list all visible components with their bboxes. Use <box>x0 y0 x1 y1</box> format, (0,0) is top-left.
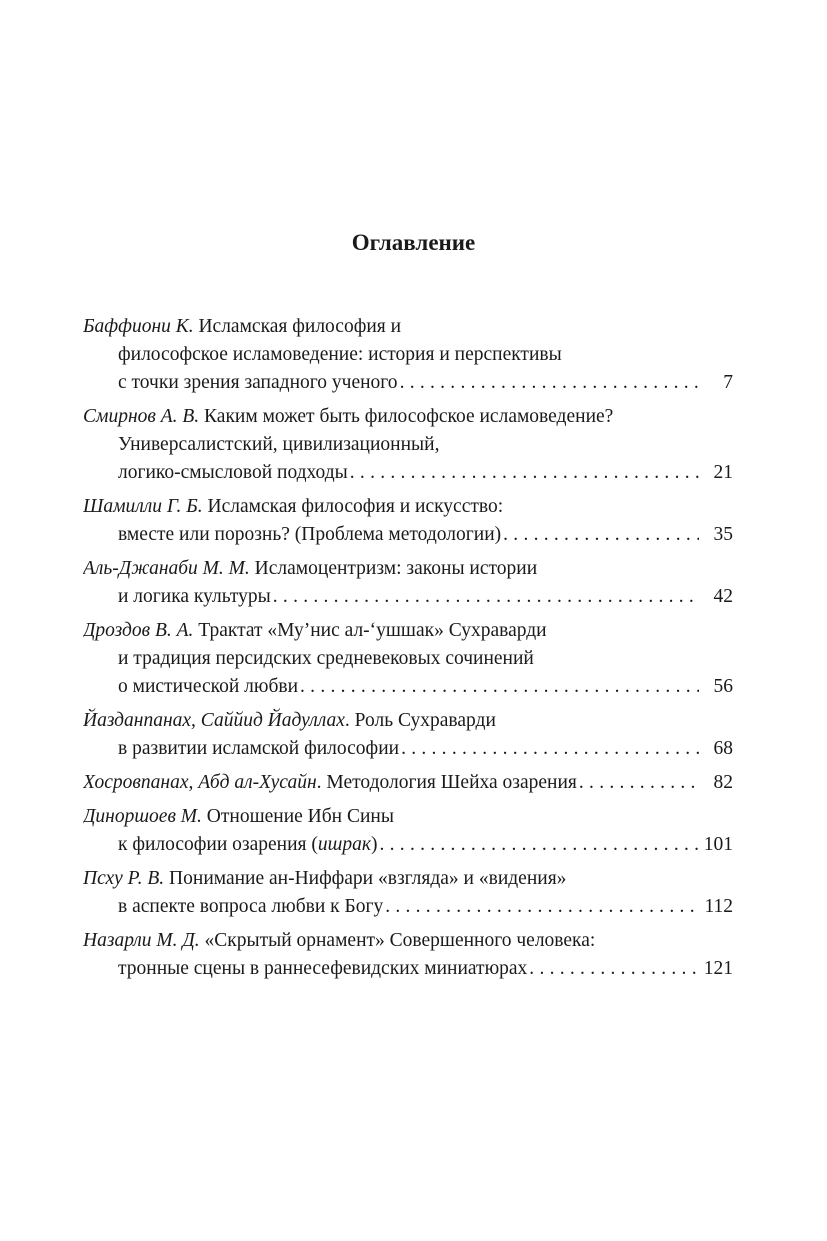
entry-title-cont: и традиция персидских средневековых сочинений <box>118 648 534 669</box>
entry-title: Понимание ан-Ниффари «взгляда» и «видения» <box>164 868 567 889</box>
entry-author: Назарли М. Д. <box>83 930 200 951</box>
page-number: 101 <box>703 834 733 855</box>
entry-title: Исламская философия и искусство: <box>202 496 504 517</box>
entry-title-italic: ишрак <box>317 834 371 855</box>
toc-entry[interactable] <box>83 617 733 701</box>
entry-title: . Методология Шейха озарения <box>316 772 577 793</box>
entry-title-end: тронные сцены в раннесефевидских миниатюрах <box>118 958 528 979</box>
toc-entry[interactable] <box>83 927 733 983</box>
toc-entry[interactable] <box>83 769 733 797</box>
entry-title-end: в аспекте вопроса любви к Богу <box>118 896 384 917</box>
entry-title: Исламоцентризм: законы истории <box>249 558 538 579</box>
page-number: 121 <box>703 958 733 979</box>
page-number: 112 <box>704 896 733 917</box>
page-number: 42 <box>713 586 733 607</box>
entry-title: Каким может быть философское исламоведение? <box>199 406 614 427</box>
entry-title-end: с точки зрения западного ученого <box>118 372 398 393</box>
entry-title-end: о мистической любви <box>118 676 299 697</box>
dot-leader <box>350 459 699 487</box>
entry-title-end: вместе или порознь? (Проблема методологии) <box>118 524 502 545</box>
page-number: 21 <box>713 462 733 483</box>
dot-leader <box>503 521 699 549</box>
toc-entry[interactable] <box>83 313 733 397</box>
entry-title: Исламская философия и <box>193 316 402 337</box>
entry-author: Баффиони К. <box>83 316 194 337</box>
entry-author: Дроздов В. А. <box>83 620 194 641</box>
entry-title: . Роль Сухраварди <box>344 710 496 731</box>
toc-entry[interactable] <box>83 493 733 549</box>
dot-leader <box>380 831 700 859</box>
entry-author: Йазданпанах, Саййид Йадуллах <box>83 710 345 731</box>
entry-author: Шамилли Г. Б. <box>83 496 203 517</box>
entry-title-end: в развитии исламской философии <box>118 738 400 759</box>
page-number: 82 <box>713 772 733 793</box>
entry-author: Хосровпанах, Абд ал-Хусайн <box>83 772 317 793</box>
entry-title: Отношение Ибн Сины <box>201 806 394 827</box>
entry-title-end: и логика культуры <box>118 586 271 607</box>
dot-leader <box>529 955 699 983</box>
entry-author: Диноршоев М. <box>83 806 202 827</box>
entry-title-end: логико-смысловой подходы <box>118 462 348 483</box>
entry-title-close: ) <box>371 834 378 855</box>
entry-title: «Скрытый орнамент» Совершенного человека: <box>199 930 596 951</box>
entry-author: Аль-Джанаби М. М. <box>83 558 250 579</box>
dot-leader <box>579 769 699 797</box>
dot-leader <box>273 583 699 611</box>
dot-leader <box>385 893 699 921</box>
entry-author: Смирнов А. В. <box>83 406 200 427</box>
entry-author: Псху Р. В. <box>83 868 165 889</box>
page-number: 68 <box>713 738 733 759</box>
dot-leader <box>400 369 699 397</box>
page-title: Оглавление <box>351 230 476 255</box>
toc-entry[interactable] <box>83 865 733 921</box>
toc-entry[interactable] <box>83 707 733 763</box>
toc-entry[interactable] <box>83 803 733 859</box>
dot-leader <box>300 673 699 701</box>
entry-title-cont: Универсалистский, цивилизационный, <box>118 434 440 455</box>
toc-entry[interactable] <box>83 555 733 611</box>
entry-title-end: к философии озарения ( <box>118 834 318 855</box>
dot-leader <box>401 735 699 763</box>
toc-entry[interactable] <box>83 403 733 487</box>
page-number: 56 <box>713 676 733 697</box>
page-number: 35 <box>713 524 733 545</box>
table-of-contents <box>83 313 733 989</box>
entry-title: Трактат «Му’нис ал-‘ушшак» Сухраварди <box>193 620 547 641</box>
page-number: 7 <box>723 372 733 393</box>
entry-title-cont: философское исламоведение: история и перспективы <box>118 344 562 365</box>
